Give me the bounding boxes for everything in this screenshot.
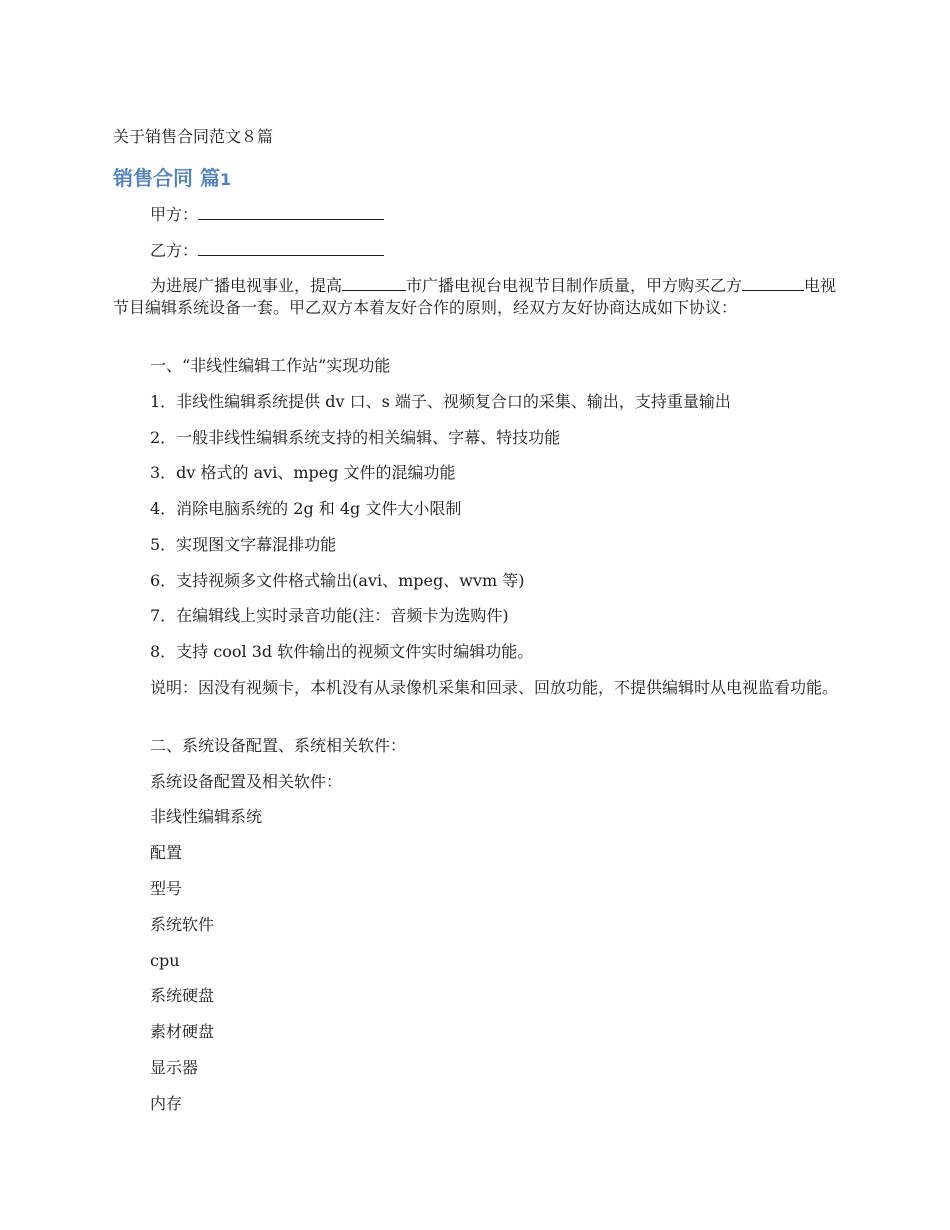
- function-item: 3．dv 格式的 avi、mpeg 文件的混编功能: [150, 463, 456, 482]
- function-item: 4．消除电脑系统的 2g 和 4g 文件大小限制: [150, 499, 462, 518]
- intro-paragraph: [113, 275, 843, 319]
- document-title: 关于销售合同范文８篇: [113, 127, 274, 146]
- function-item: 8．支持 cool 3d 软件输出的视频文件实时编辑功能。: [150, 642, 534, 661]
- config-line: 系统硬盘: [150, 986, 215, 1005]
- config-line: 显示器: [150, 1058, 199, 1077]
- intro-part-2: 市广播电视台电视节目制作质量，甲方购买乙方: [406, 276, 743, 295]
- city-blank: [342, 275, 406, 291]
- section-heading: [113, 164, 231, 194]
- party-a-line: [150, 204, 384, 226]
- config-line: 非线性编辑系统: [150, 807, 263, 826]
- section-heading-text: 销售合同 篇: [113, 166, 220, 190]
- config-line: cpu: [150, 951, 180, 970]
- function-item: 5．实现图文字幕混排功能: [150, 535, 337, 554]
- function-item: 7．在编辑线上实时录音功能(注：音频卡为选购件): [150, 606, 509, 625]
- config-line: 型号: [150, 879, 183, 898]
- section-heading-number: 1: [219, 170, 232, 189]
- config-line: 系统设备配置及相关软件：: [150, 772, 343, 791]
- intro-part-1: 为进展广播电视事业，提高: [150, 276, 343, 295]
- config-line: 系统软件: [150, 915, 215, 934]
- vendor-blank: [742, 275, 804, 291]
- party-a-label: 甲方：: [150, 205, 199, 224]
- party-b-label: 乙方：: [150, 241, 199, 260]
- section-two-title: 二、系统设备配置、系统相关软件：: [150, 736, 407, 755]
- intro-part-3: 电视节目编辑系统设备一套。甲乙双方本着友好合作的原则，经双方友好协商达成如下协议：: [113, 276, 837, 317]
- party-b-line: [150, 240, 384, 262]
- party-a-blank: [198, 204, 384, 220]
- config-line: 素材硬盘: [150, 1022, 215, 1041]
- section-one-title: 一、“非线性编辑工作站”实现功能: [150, 356, 391, 375]
- note-paragraph: 说明：因没有视频卡，本机没有从录像机采集和回录、回放功能，不提供编辑时从电视监看功能。: [150, 678, 839, 697]
- function-item: 1．非线性编辑系统提供 dv 口、s 端子、视频复合口的采集、输出，支持重量输出: [150, 392, 731, 411]
- function-item: 2．一般非线性编辑系统支持的相关编辑、字幕、特技功能: [150, 428, 561, 447]
- config-line: 内存: [150, 1094, 183, 1113]
- config-line: 配置: [150, 843, 183, 862]
- party-b-blank: [198, 240, 384, 256]
- function-item: 6．支持视频多文件格式输出(avi、mpeg、wvm 等): [150, 571, 525, 590]
